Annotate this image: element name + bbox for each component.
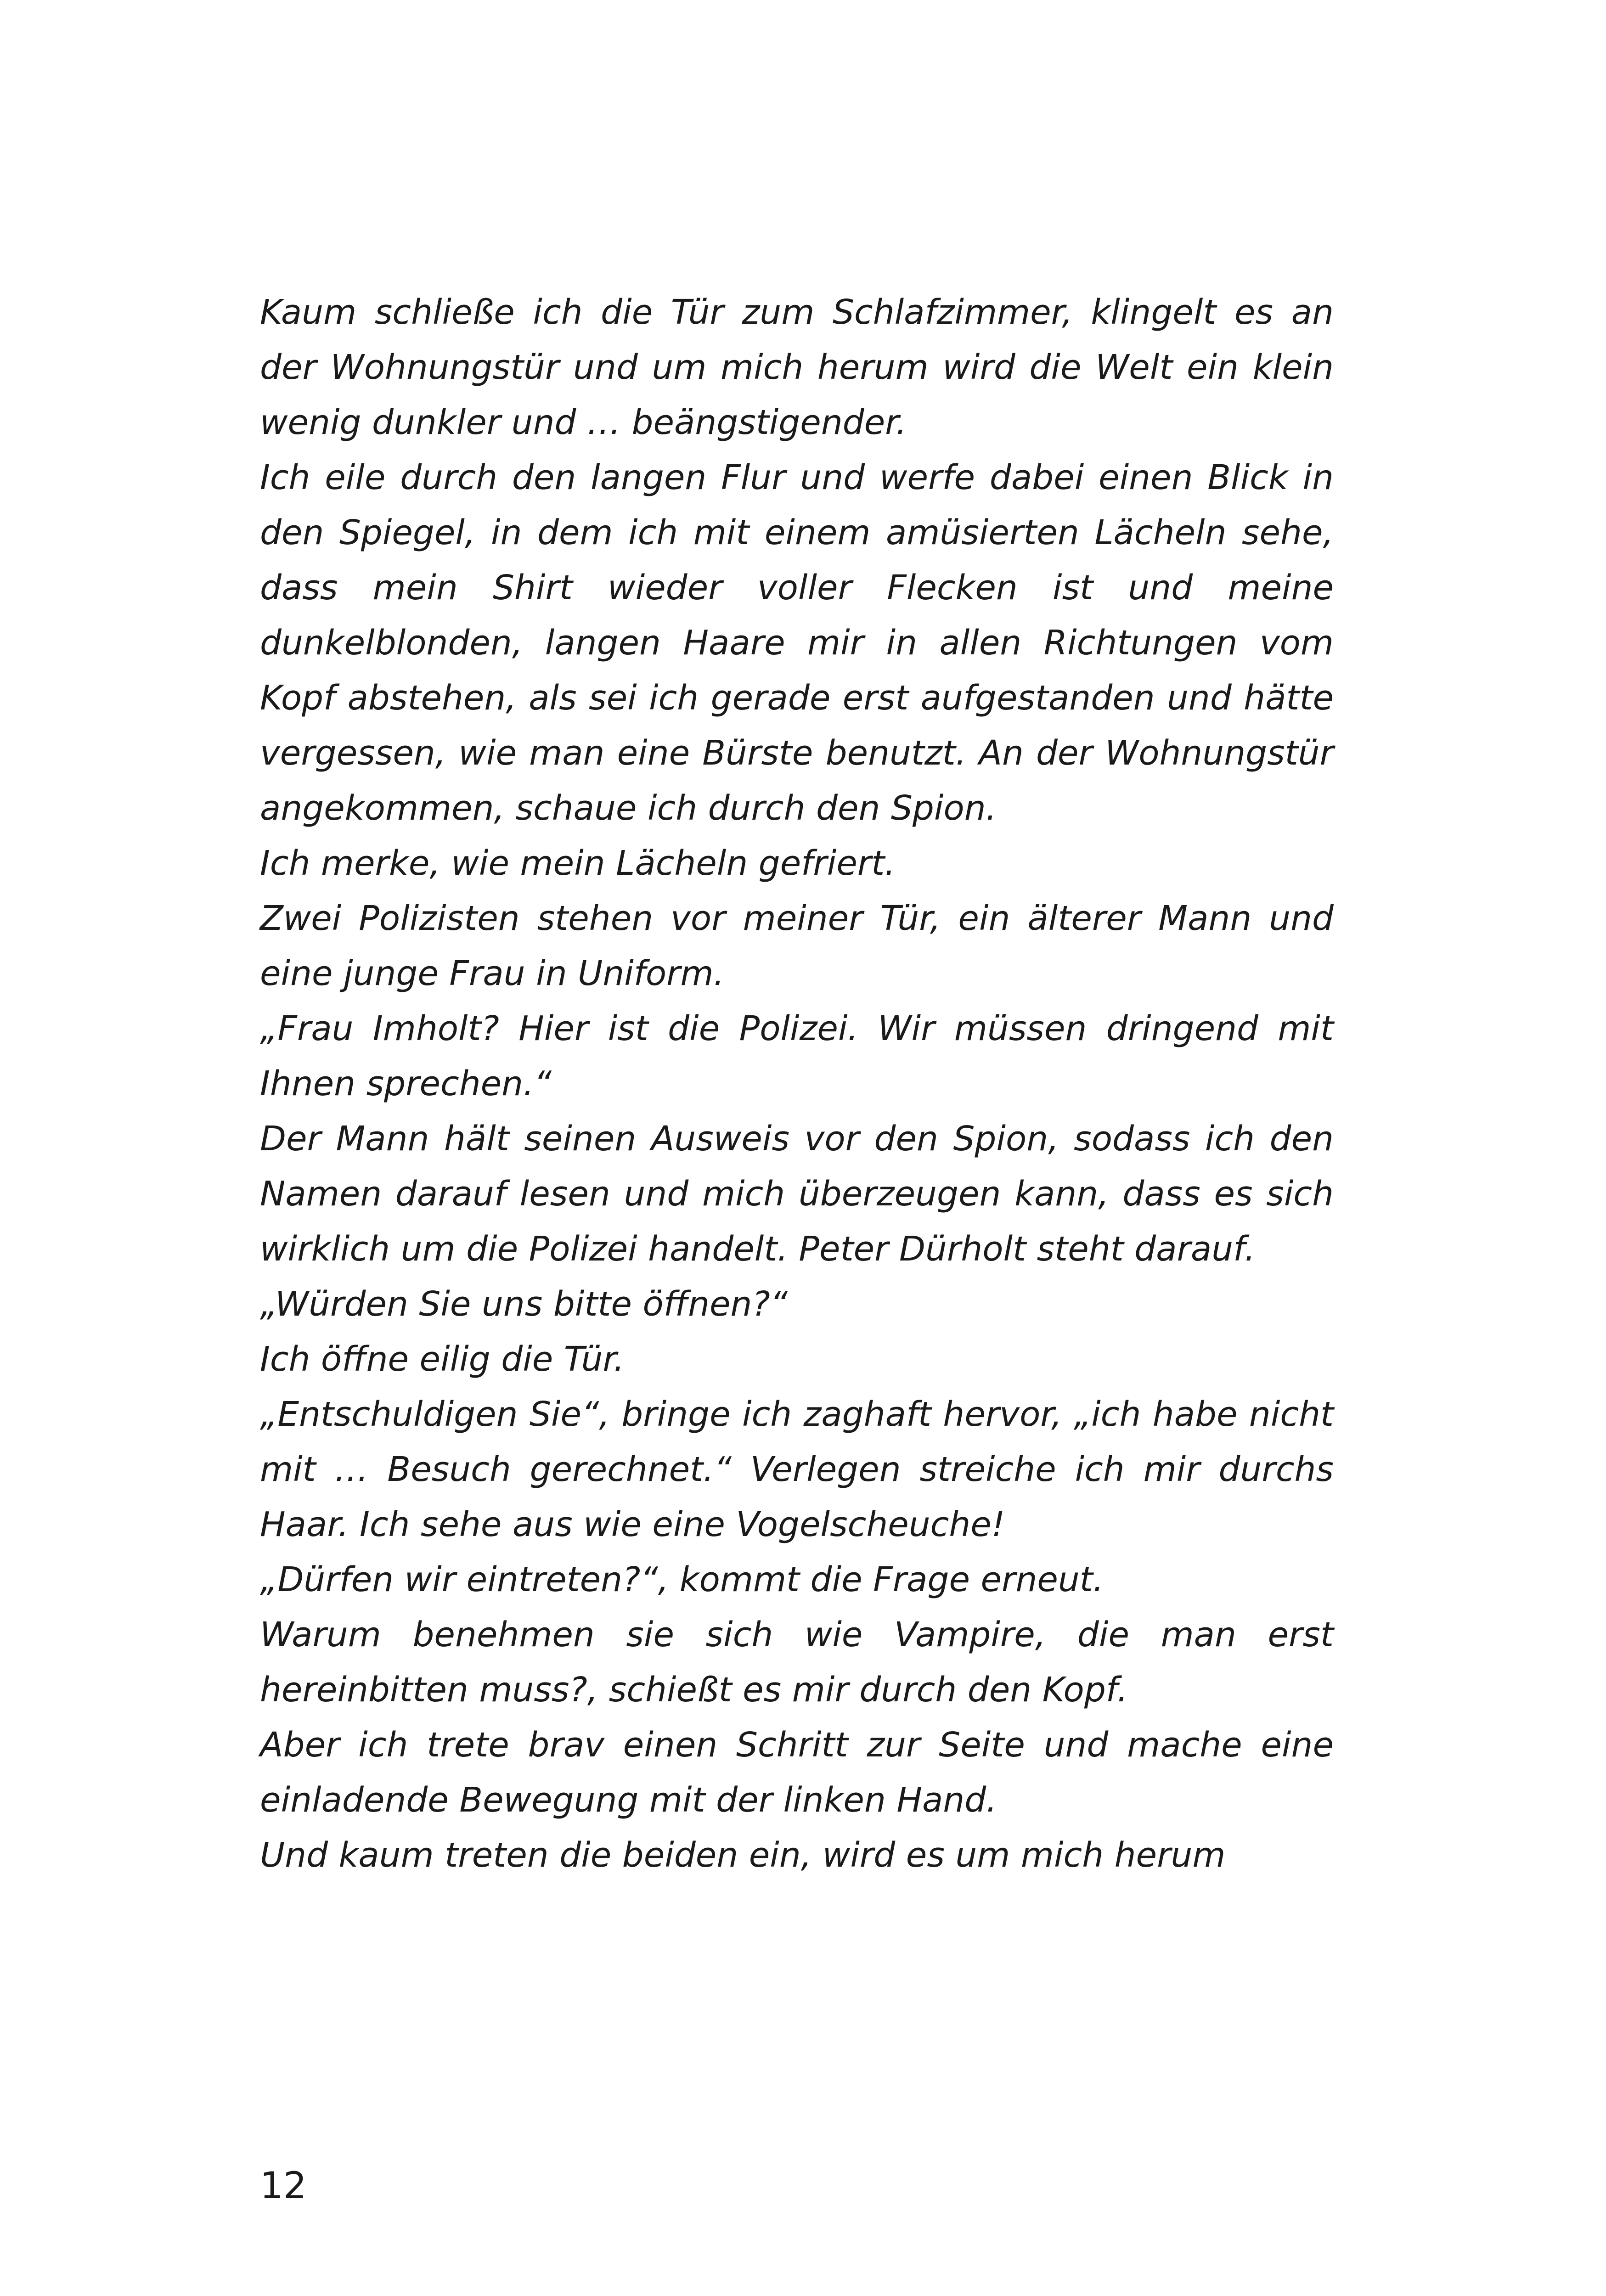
- paragraph: „Dürfen wir eintreten?“, kommt die Frage erneut.: [260, 1560, 1104, 1599]
- paragraph: Ich merke, wie mein Lächeln gefriert.: [260, 844, 896, 883]
- paragraph: Kaum schließe ich die Tür zum Schlafzimmer, klingelt es an der Wohnungstür und um mich herum wird die Welt ein klein wenig dunkler und … beängstigender.: [260, 293, 1334, 442]
- paragraph: „Würden Sie uns bitte öffnen?“: [260, 1284, 788, 1324]
- paragraph: „Entschuldigen Sie“, bringe ich zaghaft hervor, „ich habe nicht mit … Besuch gerechnet.“ Verlegen streiche ich mir durchs Haar. Ich sehe aus wie eine Vogelscheuche!: [260, 1395, 1334, 1544]
- paragraph: Der Mann hält seinen Ausweis vor den Spion, sodass ich den Namen darauf lesen und mich überzeugen kann, dass es sich wirklich um die Polizei handelt. Peter Dürholt steht darauf.: [260, 1119, 1334, 1269]
- paragraph: Ich öffne eilig die Tür.: [260, 1339, 625, 1379]
- paragraph: Zwei Polizisten stehen vor meiner Tür, ein älterer Mann und eine junge Frau in Uniform.: [260, 899, 1334, 993]
- paragraph: Warum benehmen sie sich wie Vampire, die man erst hereinbitten muss?, schießt es mir durch den Kopf.: [260, 1615, 1334, 1710]
- paragraph: Ich eile durch den langen Flur und werfe dabei einen Blick in den Spiegel, in dem ich mit einem amüsierten Lächeln sehe, dass mein Shirt wieder voller Flecken ist und meine dunkelblonden, langen Haare mir in allen Richtungen vom Kopf abstehen, als sei ich gerade erst aufgestanden und hätte vergessen, wie man eine Bürste benutzt. An der Wohnungstür angekommen, schaue ich durch den Spion.: [260, 458, 1334, 828]
- paragraph: Aber ich trete brav einen Schritt zur Seite und mache eine einladende Bewegung mit der linken Hand.: [260, 1725, 1334, 1820]
- page-number: 12: [260, 2164, 307, 2207]
- paragraph: Und kaum treten die beiden ein, wird es um mich herum: [260, 1835, 1226, 1875]
- paragraph: „Frau Imholt? Hier ist die Polizei. Wir müssen dringend mit Ihnen sprechen.“: [260, 1009, 1334, 1103]
- body-text: [260, 285, 1334, 1883]
